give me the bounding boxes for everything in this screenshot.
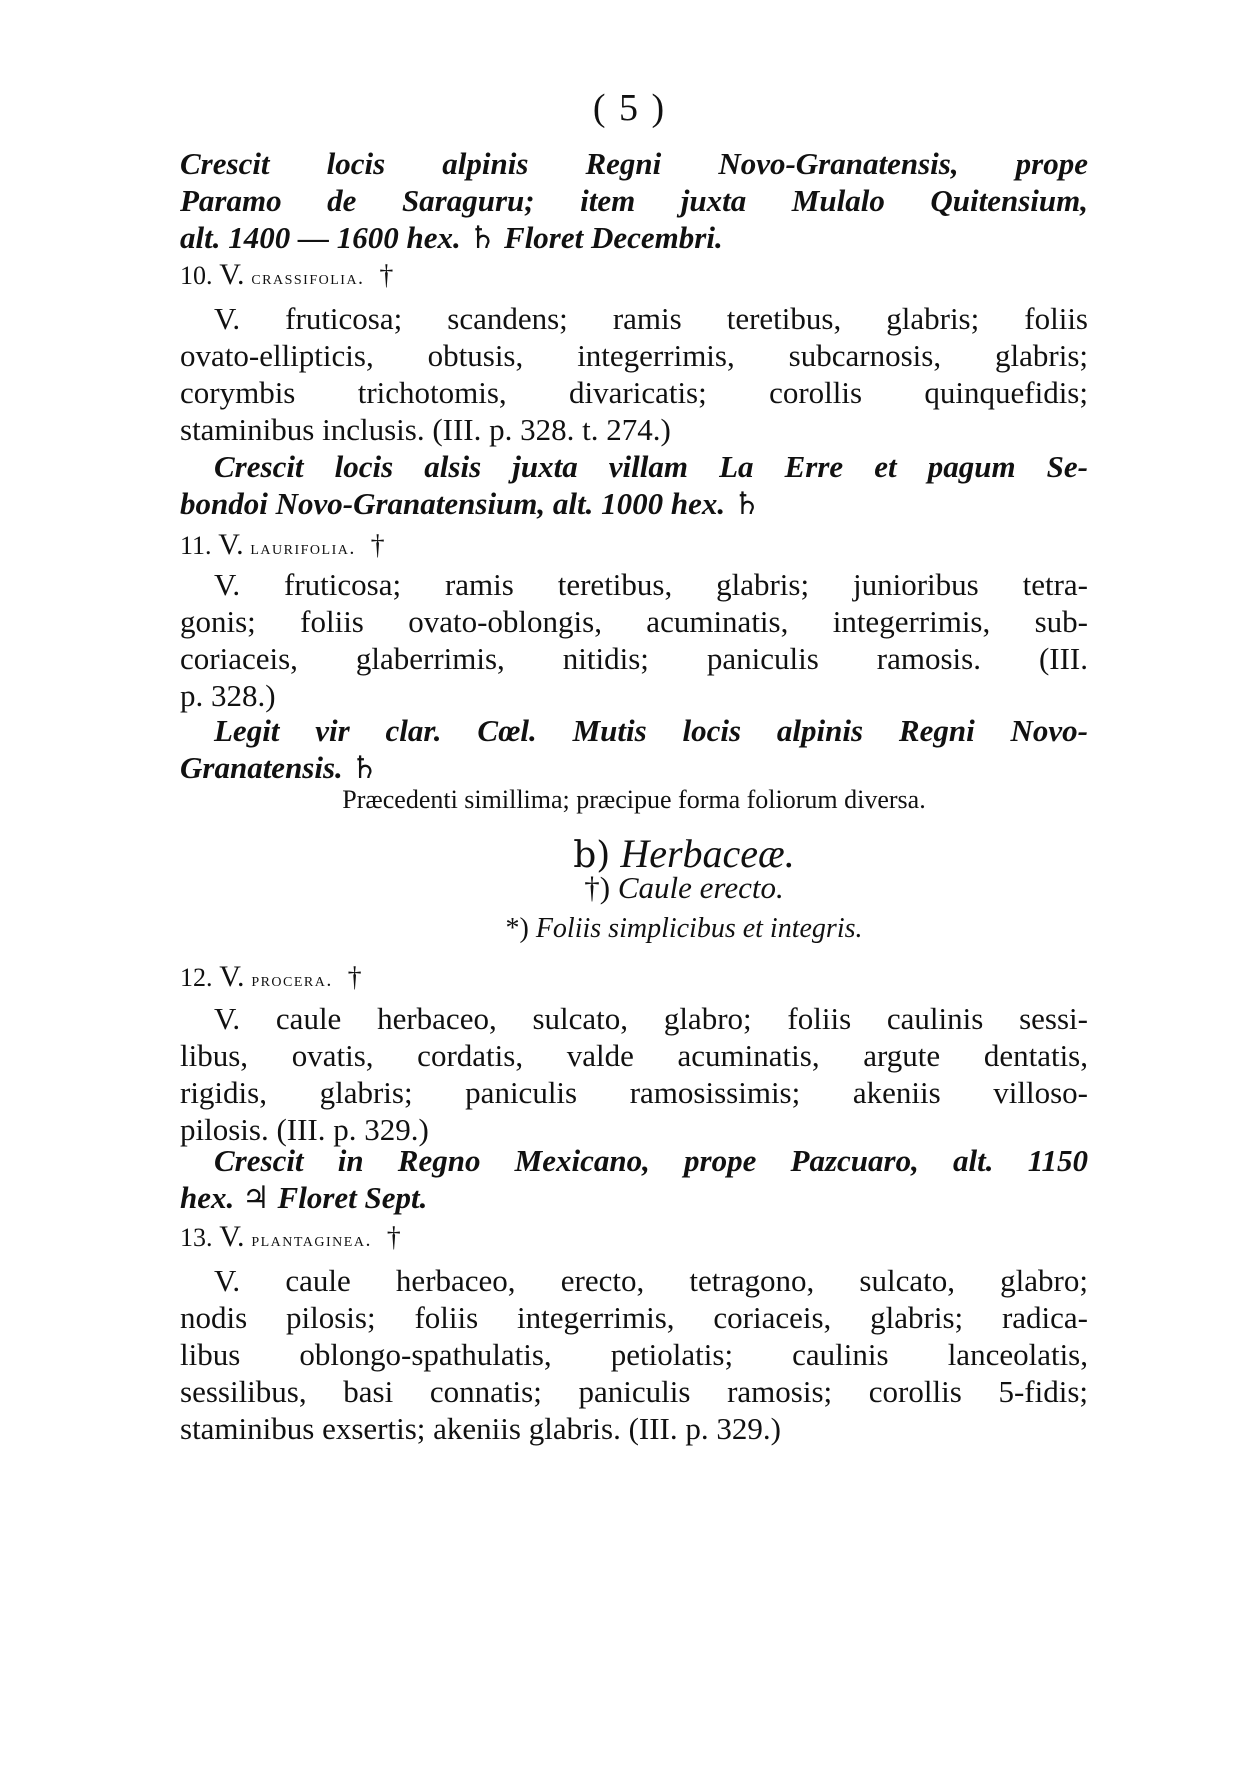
species-heading-13 [180,1220,1088,1257]
subdivision-label: *) [505,913,529,944]
genus-abbrev: V. [219,1220,245,1253]
description-paragraph-10 [180,300,1088,448]
species-heading-10 [180,258,1088,295]
dagger-mark: † [370,530,385,561]
text-line: nodis pilosis; foliis integerrimis, coriaceis, glabris; radica- [180,1300,1088,1335]
description-paragraph-12 [180,1000,1088,1148]
text-line: Crescit in Regno Mexicano, prope Pazcuaro, alt. 1150 [214,1143,1088,1178]
subdivision-title: Foliis simplicibus et integris. [535,913,863,944]
habitat-paragraph-9 [180,145,1088,256]
text-line: rigidis, glabris; paniculis ramosissimis; akeniis villoso- [180,1075,1088,1110]
text-line: Crescit locis alpinis Regni Novo-Granatensis, prope [180,146,1088,181]
text-line: sessilibus, basi connatis; paniculis ramosis; corollis 5-fidis; [180,1374,1088,1409]
species-number: 12. [180,963,213,992]
text-line: V. fruticosa; ramis teretibus, glabris; junioribus tetra- [214,567,1088,602]
text-line: libus oblongo-spathulatis, petiolatis; caulinis lanceolatis, [180,1337,1088,1372]
text-line: gonis; foliis ovato-oblongis, acuminatis, integerrimis, sub- [180,604,1088,639]
text-line: hex. ♃ Floret Sept. [180,1180,428,1215]
text-line: Paramo de Saraguru; item juxta Mulalo Quitensium, [180,183,1088,218]
species-heading-12 [180,960,1088,997]
subdivision-heading-dagger [230,868,1138,908]
dagger-mark: † [347,962,362,993]
description-paragraph-11 [180,566,1088,714]
species-name: crassifolia. [251,267,365,289]
text-line: V. caule herbaceo, sulcato, glabro; foliis caulinis sessi- [214,1001,1088,1036]
text-line: p. 328.) [180,678,276,713]
text-line: Granatensis. ♄ [180,750,379,785]
text-line: Crescit locis alsis juxta villam La Erre et pagum Se- [214,449,1088,484]
habitat-paragraph-10 [180,448,1088,522]
species-name: procera. [251,969,333,991]
text-line: bondoi Novo-Granatensium, alt. 1000 hex. ♄ [180,486,761,521]
subdivision-heading-star [230,910,1138,948]
dagger-mark: † [386,1222,401,1253]
text-line: V. fruticosa; scandens; ramis teretibus, glabris; foliis [214,301,1088,336]
genus-abbrev: V. [218,528,244,561]
page-number: ( 5 ) [592,87,667,129]
text-line: corymbis trichotomis, divaricatis; corollis quinquefidis; [180,375,1088,410]
description-paragraph-13 [180,1262,1088,1447]
genus-abbrev: V. [219,258,245,291]
species-number: 10. [180,261,213,290]
text-line: V. caule herbaceo, erecto, tetragono, sulcato, glabro; [214,1263,1088,1298]
text-line: ovato-ellipticis, obtusis, integerrimis, subcarnosis, glabris; [180,338,1088,373]
species-number: 13. [180,1223,213,1252]
species-name: plantaginea. [251,1229,372,1251]
habitat-paragraph-12 [180,1142,1088,1216]
habitat-paragraph-11 [180,712,1088,786]
text-line: libus, ovatis, cordatis, valde acuminatis, argute dentatis, [180,1038,1088,1073]
text-line: staminibus inclusis. (III. p. 328. t. 274.) [180,412,671,447]
species-number: 11. [180,531,212,560]
subdivision-label: b) [573,835,611,876]
dagger-mark: † [379,260,394,291]
subdivision-title: Caule erecto. [617,870,784,905]
subdivision-title: Herbaceæ. [620,831,795,876]
species-name: laurifolia. [250,537,356,559]
text-line: Legit vir clar. Cœl. Mutis locis alpinis Regni Novo- [214,713,1088,748]
text-line: alt. 1400 — 1600 hex. ♄ Floret Decembri. [180,220,723,255]
note-paragraph-11: Præcedenti simillima; præcipue forma foliorum diversa. [342,785,926,814]
text-line: staminibus exsertis; akeniis glabris. (III. p. 329.) [180,1411,781,1446]
text-line: pilosis. (III. p. 329.) [180,1112,429,1147]
species-heading-11 [180,528,1088,565]
subdivision-label: †) [584,870,611,905]
genus-abbrev: V. [219,960,245,993]
text-line: coriaceis, glaberrimis, nitidis; paniculis ramosis. (III. [180,641,1088,676]
